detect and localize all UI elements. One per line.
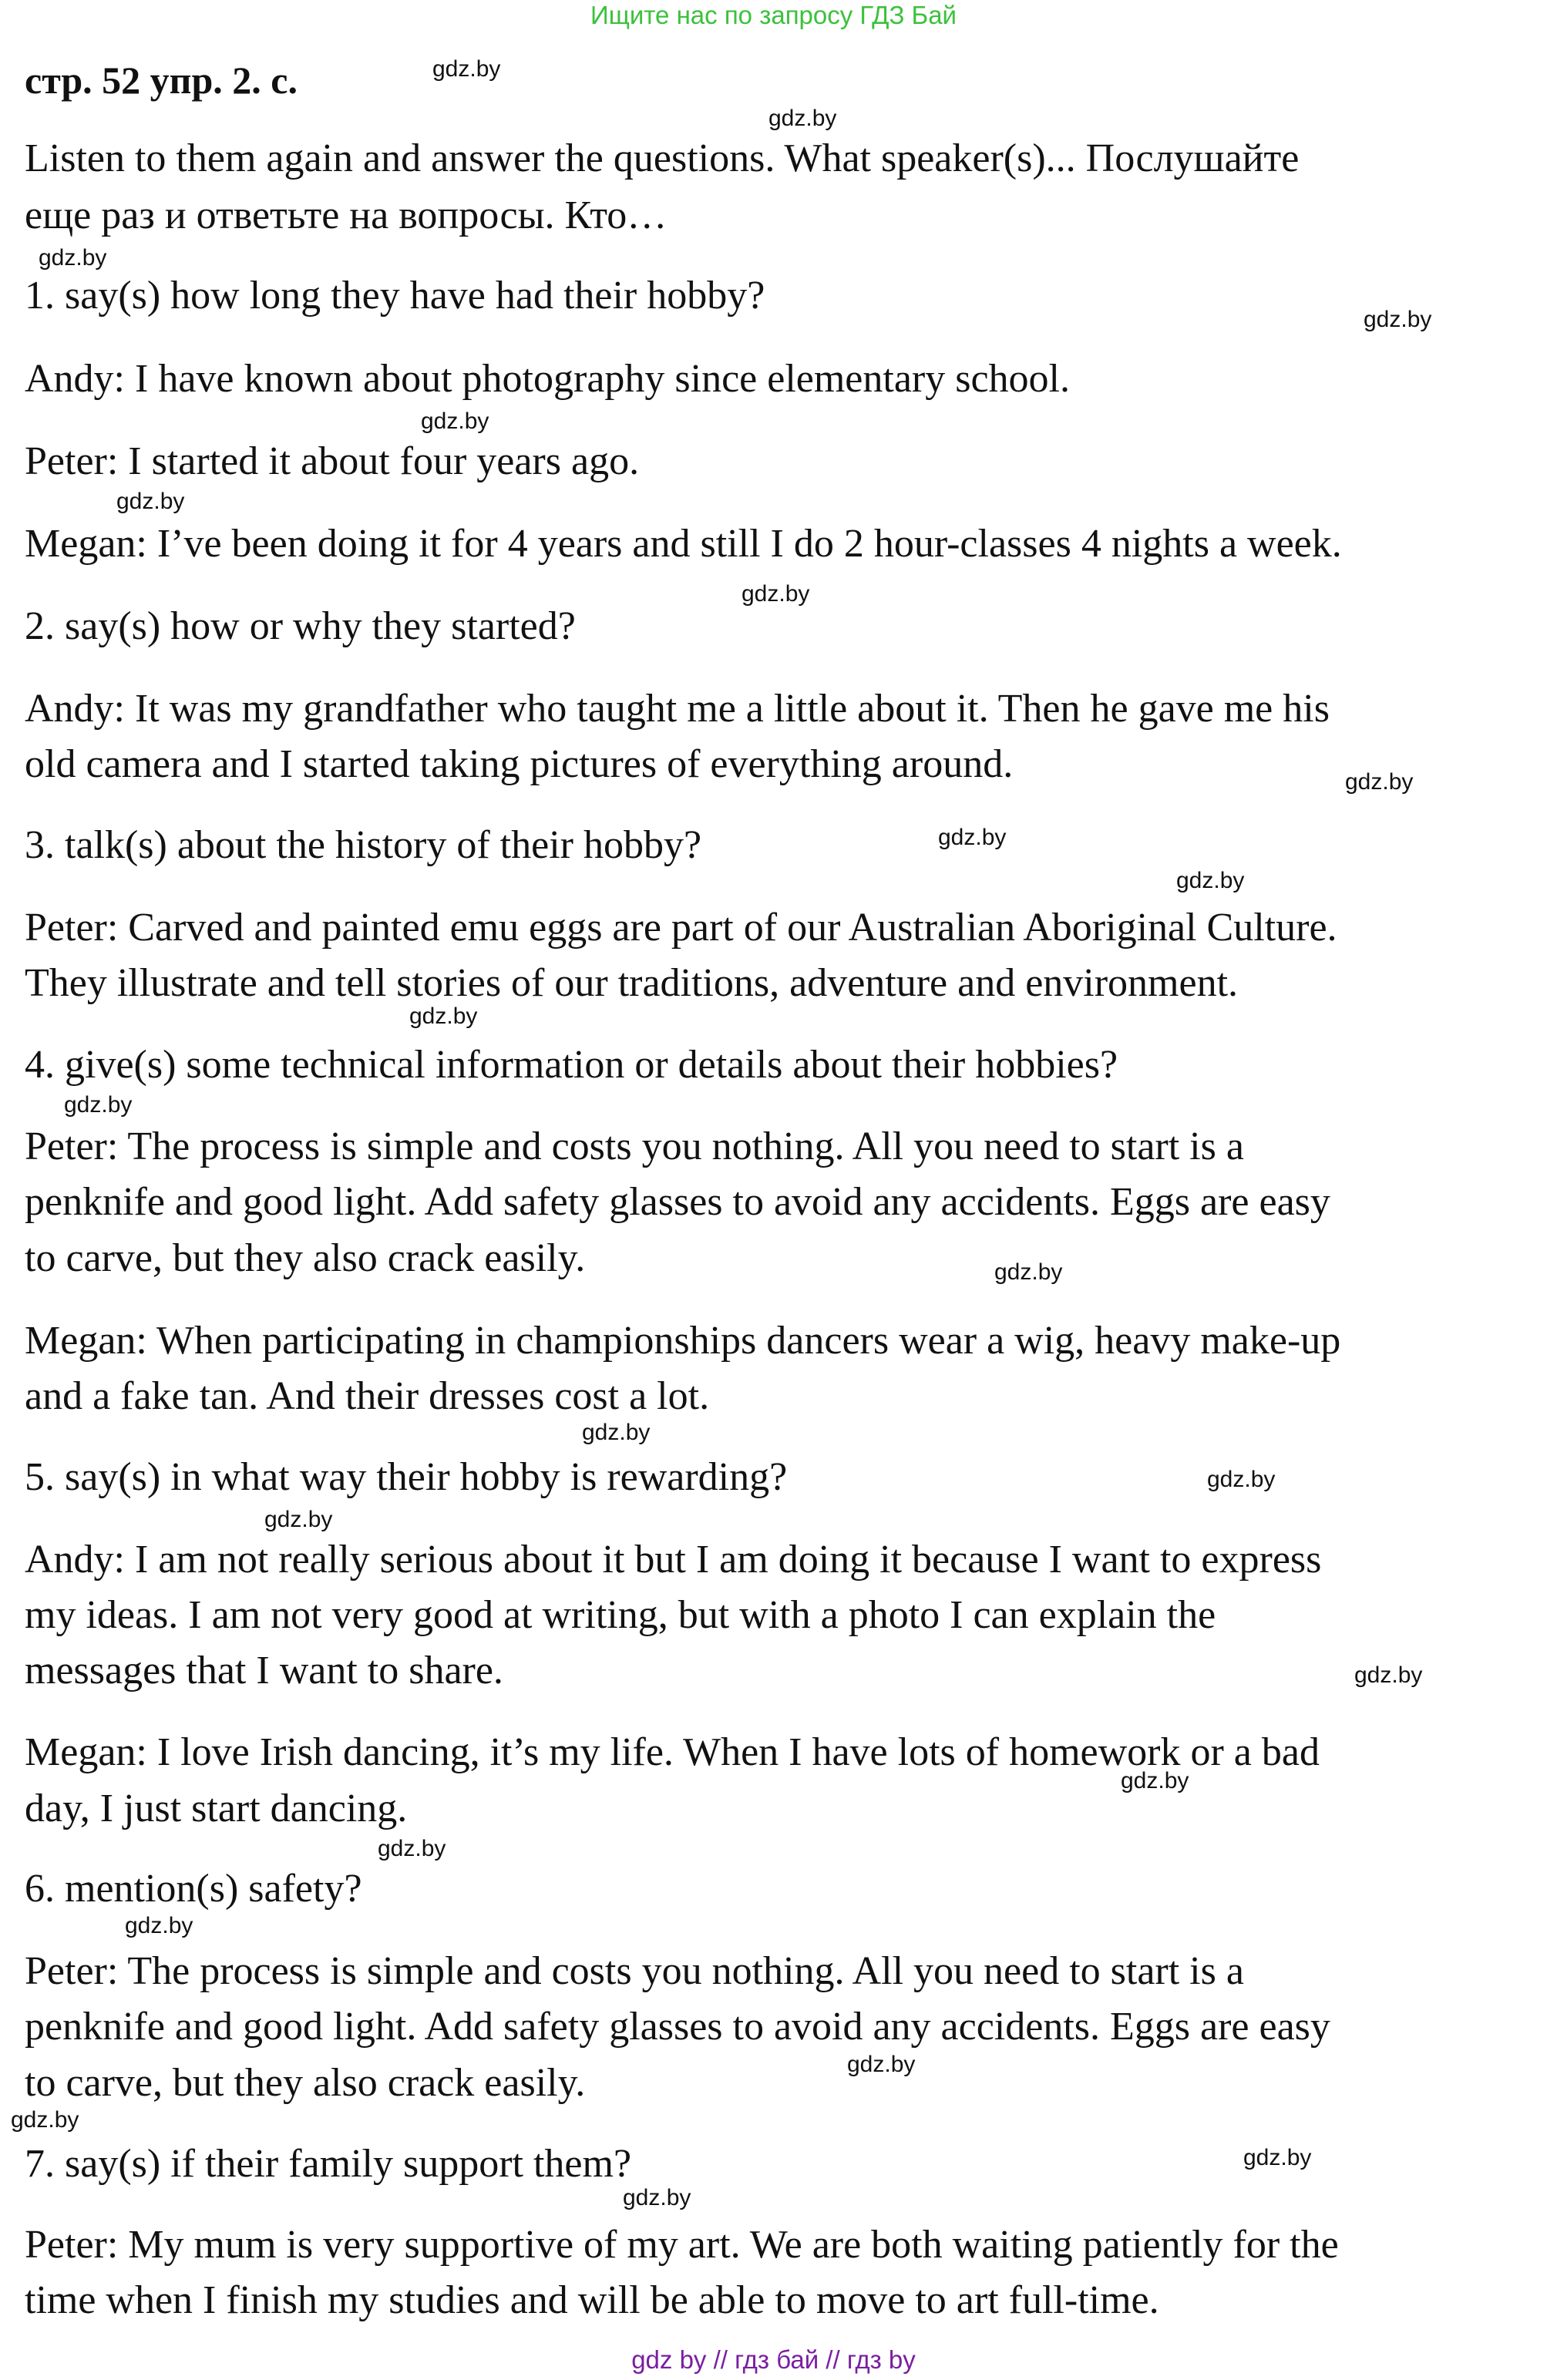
answer-line: Andy: It was my grandfather who taught me a little about it. Then he gave me his bbox=[25, 687, 1330, 731]
watermark: gdz.by bbox=[421, 408, 489, 434]
answer-line: to carve, but they also crack easily. bbox=[25, 1236, 586, 1280]
watermark: gdz.by bbox=[39, 245, 107, 271]
watermark: gdz.by bbox=[994, 1259, 1063, 1285]
text-line: еще раз и ответьте на вопросы. Кто… bbox=[25, 193, 668, 237]
watermark: gdz.by bbox=[432, 56, 501, 82]
question-3: 3. talk(s) about the history of their hobby? bbox=[25, 823, 702, 867]
watermark: gdz.by bbox=[264, 1507, 333, 1532]
answer-line: Megan: When participating in championships dancers wear a wig, heavy make-up bbox=[25, 1319, 1341, 1363]
watermark: gdz.by bbox=[847, 2052, 916, 2077]
answer-line: time when I finish my studies and will be able to move to art full-time. bbox=[25, 2278, 1159, 2322]
watermark: gdz.by bbox=[11, 2107, 79, 2133]
watermark: gdz.by bbox=[938, 825, 1007, 850]
watermark: gdz.by bbox=[1364, 307, 1432, 332]
answer-line: to carve, but they also crack easily. bbox=[25, 2061, 586, 2105]
question-1: 1. say(s) how long they have had their hobby? bbox=[25, 274, 765, 318]
answer-line: Andy: I am not really serious about it but I am doing it because I want to express bbox=[25, 1538, 1322, 1582]
page-title: стр. 52 упр. 2. с. bbox=[25, 59, 298, 102]
watermark: gdz.by bbox=[125, 1913, 193, 1938]
text-line: Listen to them again and answer the questions. What speaker(s)... Послушайте bbox=[25, 136, 1300, 180]
watermark: gdz.by bbox=[116, 489, 185, 514]
question-7: 7. say(s) if their family support them? bbox=[25, 2142, 632, 2186]
answer-line: Andy: I have known about photography since elementary school. bbox=[25, 357, 1070, 401]
watermark: gdz.by bbox=[1354, 1662, 1423, 1688]
watermark: gdz.by bbox=[1176, 868, 1245, 893]
answer-line: my ideas. I am not very good at writing, but with a photo I can explain the bbox=[25, 1593, 1216, 1637]
answer-line: penknife and good light. Add safety glasses to avoid any accidents. Eggs are easy bbox=[25, 1180, 1330, 1224]
answer-line: penknife and good light. Add safety glasses to avoid any accidents. Eggs are easy bbox=[25, 2005, 1330, 2049]
watermark: gdz.by bbox=[1243, 2145, 1312, 2170]
answer-line: messages that I want to share. bbox=[25, 1649, 503, 1693]
watermark: gdz.by bbox=[742, 581, 810, 607]
watermark: gdz.by bbox=[768, 106, 837, 131]
answer-line: Peter: The process is simple and costs you nothing. All you need to start is a bbox=[25, 1124, 1244, 1168]
answer-line: Peter: I started it about four years ago. bbox=[25, 439, 640, 483]
answer-line: Peter: Carved and painted emu eggs are part of our Australian Aboriginal Culture. bbox=[25, 906, 1337, 950]
watermark: gdz.by bbox=[64, 1092, 133, 1118]
answer-line: Peter: My mum is very supportive of my art. We are both waiting patiently for the bbox=[25, 2223, 1339, 2267]
watermark: gdz.by bbox=[378, 1836, 446, 1861]
watermark: gdz.by bbox=[623, 2185, 691, 2210]
watermark: gdz.by bbox=[409, 1003, 478, 1029]
question-6: 6. mention(s) safety? bbox=[25, 1867, 362, 1911]
watermark: gdz.by bbox=[1207, 1467, 1276, 1492]
answer-line: day, I just start dancing. bbox=[25, 1787, 408, 1830]
answer-line: Peter: The process is simple and costs you nothing. All you need to start is a bbox=[25, 1949, 1244, 1993]
watermark: gdz.by bbox=[1121, 1768, 1189, 1793]
question-5: 5. say(s) in what way their hobby is rewarding? bbox=[25, 1455, 788, 1499]
footer-links[interactable]: gdz by // гдз бай // гдз by bbox=[631, 2345, 916, 2374]
question-4: 4. give(s) some technical information or details about their hobbies? bbox=[25, 1043, 1118, 1087]
question-2: 2. say(s) how or why they started? bbox=[25, 604, 576, 648]
answer-line: and a fake tan. And their dresses cost a lot. bbox=[25, 1374, 710, 1418]
answer-line: old camera and I started taking pictures of everything around. bbox=[25, 742, 1014, 786]
watermark: gdz.by bbox=[1345, 769, 1414, 795]
header-banner[interactable]: Ищите нас по запросу ГДЗ Бай bbox=[590, 1, 957, 29]
watermark: gdz.by bbox=[582, 1420, 651, 1445]
answer-line: They illustrate and tell stories of our traditions, adventure and environment. bbox=[25, 961, 1239, 1005]
answer-line: Megan: I love Irish dancing, it’s my life. When I have lots of homework or a bad bbox=[25, 1730, 1320, 1774]
answer-line: Megan: I’ve been doing it for 4 years and still I do 2 hour-classes 4 nights a week. bbox=[25, 522, 1342, 566]
